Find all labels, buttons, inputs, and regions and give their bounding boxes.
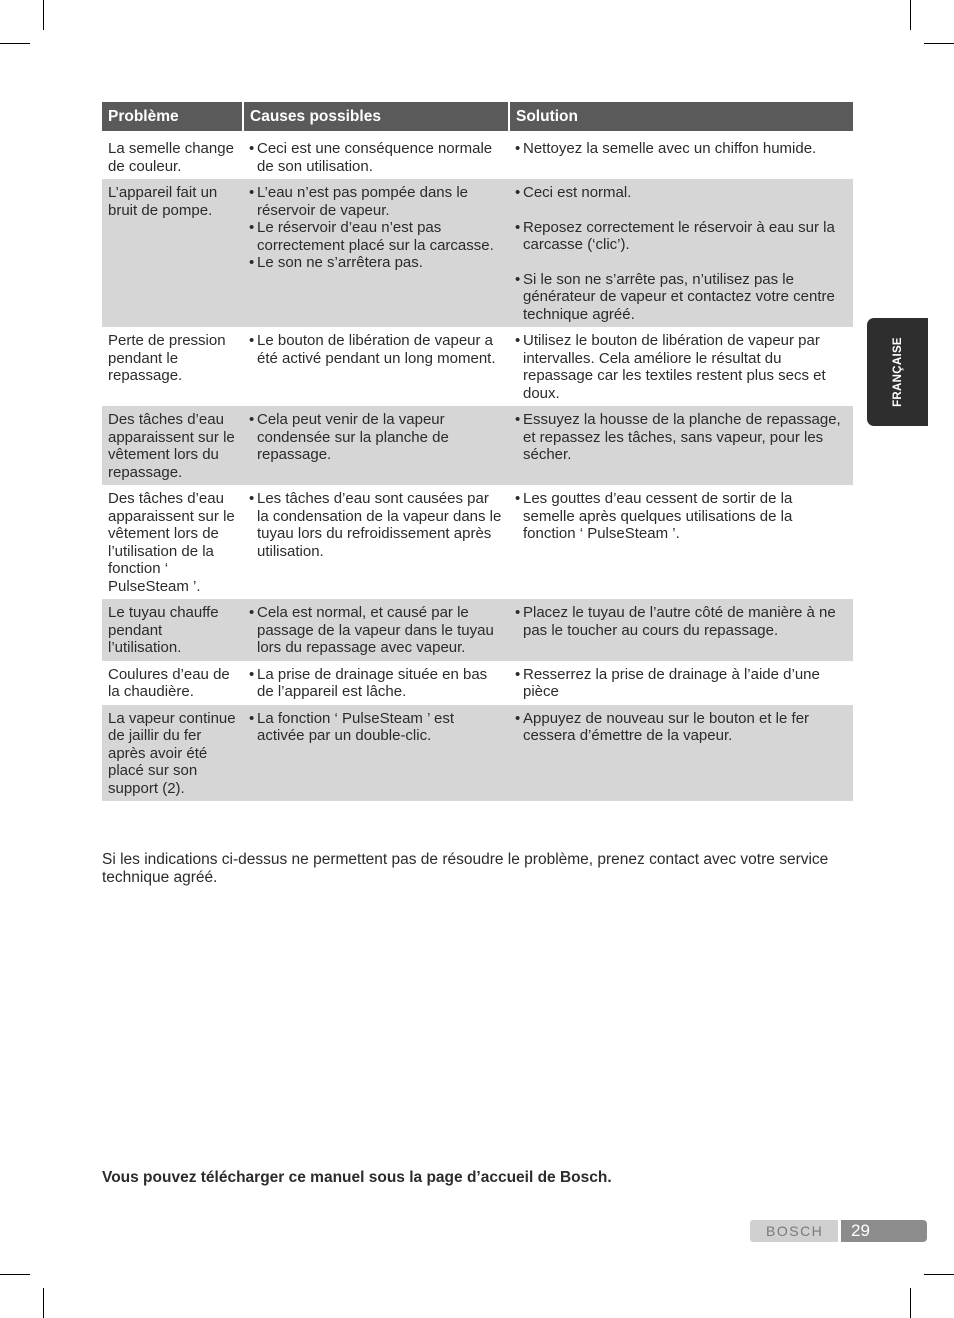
solution-cell xyxy=(509,406,853,485)
table-row xyxy=(102,327,853,406)
solution-item: • Ceci est normal. xyxy=(515,184,848,202)
download-note: Vous pouvez télécharger ce manuel sous la page d’accueil de Bosch. xyxy=(102,1169,612,1186)
table-row xyxy=(102,661,853,705)
table-row xyxy=(102,406,853,485)
crop-mark xyxy=(43,0,44,30)
problem-cell: Le tuyau chauffe pendant l’utilisation. xyxy=(102,599,243,661)
header-problem: Problème xyxy=(102,102,243,131)
crop-mark xyxy=(924,43,954,44)
crop-mark xyxy=(924,1274,954,1275)
crop-mark xyxy=(910,0,911,30)
solution-cell xyxy=(509,327,853,406)
table-row xyxy=(102,485,853,599)
causes-cell xyxy=(243,179,509,327)
solution-item: • Resserrez la prise de drainage à l’aide d’une pièce xyxy=(515,666,848,701)
causes-cell xyxy=(243,406,509,485)
crop-mark xyxy=(43,1288,44,1318)
problem-cell: Coulures d’eau de la chaudière. xyxy=(108,665,230,700)
language-tab-label: FRANÇAISE xyxy=(891,337,904,407)
solution-cell xyxy=(509,705,853,802)
table-row xyxy=(102,131,853,179)
causes-cell xyxy=(243,485,509,599)
cause-item: • La prise de drainage située en bas de l’appareil est lâche. xyxy=(249,666,504,701)
service-note: Si les indications ci-dessus ne permettent pas de résoudre le problème, prenez contact avec votre service technique agréé. xyxy=(102,851,829,886)
solution-item: • Placez le tuyau de l’autre côté de manière à ne pas le toucher au cours du repassage. xyxy=(515,604,848,639)
crop-mark xyxy=(0,1274,30,1275)
causes-cell xyxy=(243,599,509,661)
header-solution: Solution xyxy=(509,102,853,131)
problem-cell: La semelle change de couleur. xyxy=(108,140,234,175)
solution-item: • Si le son ne s’arrête pas, n’utilisez pas le générateur de vapeur et contactez votre centre technique agréé. xyxy=(515,271,848,324)
cause-item: • Cela est normal, et causé par le passage de la vapeur dans le tuyau lors du repassage avec vapeur. xyxy=(249,604,504,657)
header-causes: Causes possibles xyxy=(243,102,509,131)
solution-cell xyxy=(509,661,853,705)
cause-item: • Les tâches d’eau sont causées par la condensation de la vapeur dans le tuyau lors du refroidissement après utilisation. xyxy=(249,490,504,560)
table-row xyxy=(102,179,853,327)
solution-cell xyxy=(509,131,853,179)
table-row xyxy=(102,705,853,802)
solution-item: • Essuyez la housse de la planche de repassage, et repassez les tâches, sans vapeur, pour les sécher. xyxy=(515,411,848,464)
crop-mark xyxy=(0,43,30,44)
problem-cell: L’appareil fait un bruit de pompe. xyxy=(102,179,243,327)
cause-item: • La fonction ‘ PulseSteam ’ est activée par un double-clic. xyxy=(249,710,504,745)
solution-cell xyxy=(509,179,853,327)
problem-cell: La vapeur continue de jaillir du fer après avoir été placé sur son support (2). xyxy=(102,705,243,802)
cause-item: • Cela peut venir de la vapeur condensée sur la planche de repassage. xyxy=(249,411,504,464)
cause-item: • Le réservoir d’eau n’est pas correctement placé sur la carcasse. xyxy=(249,219,504,254)
problem-cell: Des tâches d’eau apparaissent sur le vêtement lors du repassage. xyxy=(102,406,243,485)
language-tab xyxy=(867,318,928,426)
cause-item: • L’eau n’est pas pompée dans le réservoir de vapeur. xyxy=(249,184,504,219)
troubleshooting-table xyxy=(102,102,853,801)
causes-cell xyxy=(243,327,509,406)
solution-item: • Appuyez de nouveau sur le bouton et le fer cessera d’émettre de la vapeur. xyxy=(515,710,848,745)
problem-cell: Des tâches d’eau apparaissent sur le vêtement lors de l’utilisation de la fonction ‘ PulseSteam ’. xyxy=(108,490,235,595)
cause-item: • Le son ne s’arrêtera pas. xyxy=(249,254,504,272)
crop-mark xyxy=(910,1288,911,1318)
solution-item: • Les gouttes d’eau cessent de sortir de la semelle après quelques utilisations de la fonction ‘ PulseSteam ’. xyxy=(515,490,848,543)
page-number: 29 xyxy=(841,1220,927,1242)
table-row xyxy=(102,599,853,661)
solution-item: • Utilisez le bouton de libération de vapeur par intervalles. Cela améliore le résultat du repassage car les textiles restent plus secs et doux. xyxy=(515,332,848,402)
solution-item: • Reposez correctement le réservoir à eau sur la carcasse (‘clic’). xyxy=(515,219,848,254)
cause-item: • Le bouton de libération de vapeur a été activé pendant un long moment. xyxy=(249,332,504,367)
solution-item: • Nettoyez la semelle avec un chiffon humide. xyxy=(515,140,848,158)
solution-cell xyxy=(509,485,853,599)
causes-cell xyxy=(243,705,509,802)
solution-cell xyxy=(509,599,853,661)
causes-cell xyxy=(243,131,509,179)
causes-cell xyxy=(243,661,509,705)
cause-item: • Ceci est une conséquence normale de son utilisation. xyxy=(249,140,504,175)
table-header-row xyxy=(102,102,853,131)
footer-brand: BOSCH xyxy=(750,1220,838,1242)
problem-cell: Perte de pression pendant le repassage. xyxy=(108,332,226,384)
